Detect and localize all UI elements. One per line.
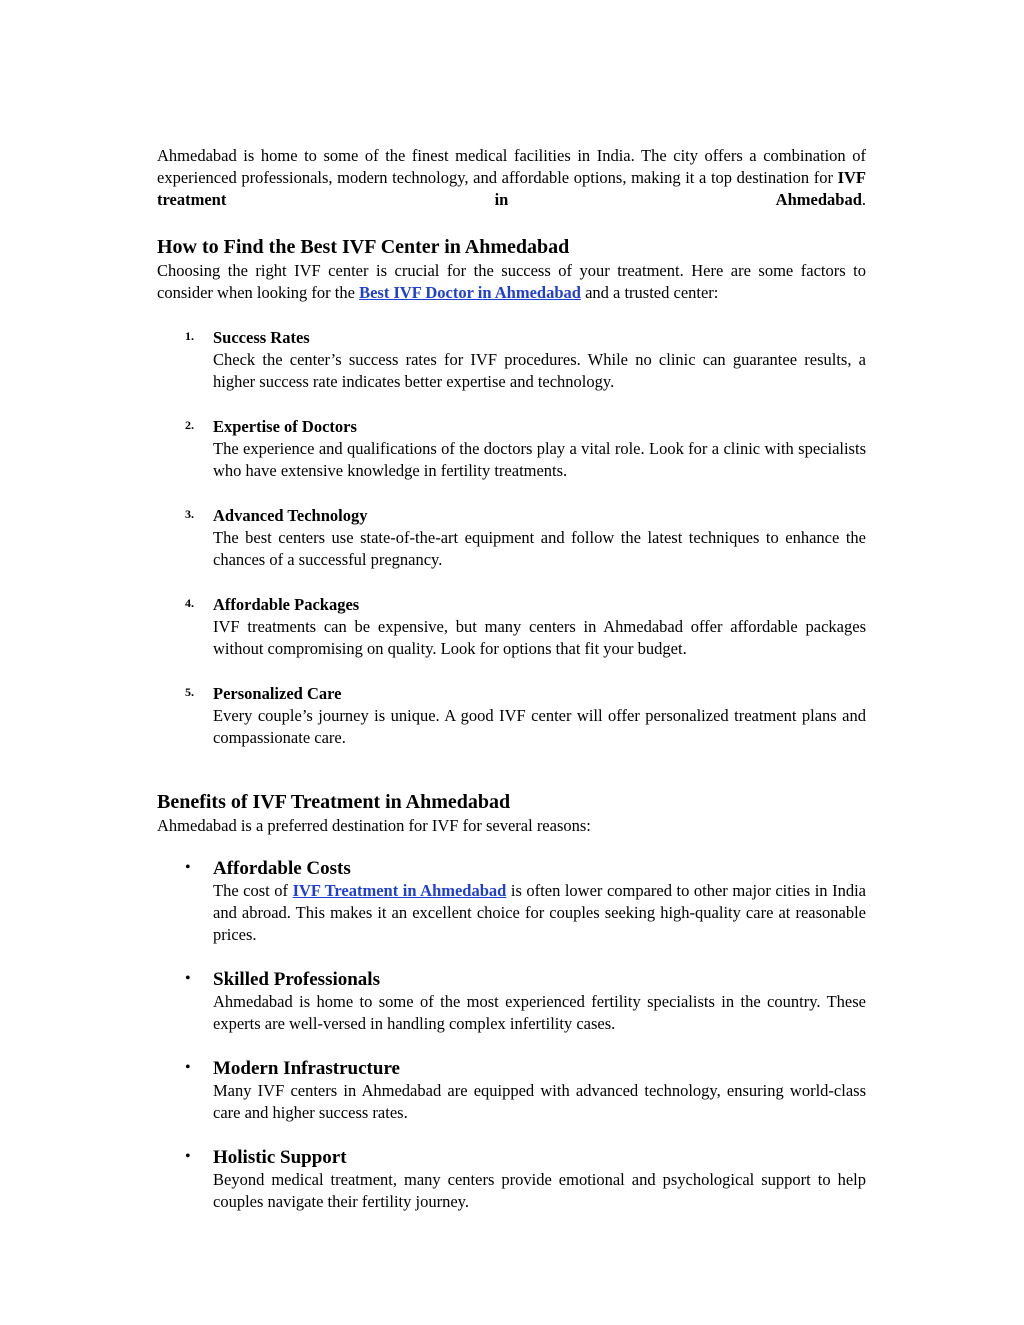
list-item (157, 858, 866, 946)
intro-bold-keyword: IVF treatment in Ahmedabad (157, 168, 866, 209)
factors-list (157, 327, 866, 749)
list-item (157, 969, 866, 1035)
intro-end: . (861, 190, 866, 209)
ivf-treatment-link[interactable]: IVF Treatment in Ahmedabad (292, 881, 507, 900)
intro-text: Ahmedabad is home to some of the finest medical facilities in India. The city offers a combination of experienced professionals, modern technology, and affordable options, making it a top destination for (157, 146, 866, 187)
document-page (157, 145, 866, 1236)
item-text: Beyond medical treatment, many centers provide emotional and psychological support to help couples navigate their fertility journey. (213, 1170, 866, 1211)
item-number: 2. (185, 418, 194, 432)
list-item (157, 327, 866, 393)
item-text: IVF treatments can be expensive, but many centers in Ahmedabad offer affordable packages without compromising on quality. Look for options that fit your budget. (213, 617, 866, 658)
item-text: Every couple’s journey is unique. A good IVF center will offer personalized treatment plans and compassionate care. (213, 706, 866, 747)
section1-lead (157, 260, 866, 304)
item-text-before: The cost of (213, 881, 293, 900)
list-item (157, 594, 866, 660)
list-item (157, 683, 866, 749)
section1-lead-after: and a trusted center: (580, 283, 719, 302)
best-ivf-doctor-link[interactable]: Best IVF Doctor in Ahmedabad (359, 283, 581, 302)
item-text: Many IVF centers in Ahmedabad are equipped with advanced technology, ensuring world-class care and higher success rates. (213, 1081, 866, 1122)
item-title: Affordable Packages (213, 595, 360, 614)
intro-paragraph (157, 145, 866, 211)
item-text (213, 880, 866, 946)
bullet-icon: • (185, 859, 191, 876)
list-item (157, 1147, 866, 1213)
list-item (157, 416, 866, 482)
item-text-after: is often lower compared to other major cities in India and abroad. This makes it an excellent choice for couples seeking high-quality care at reasonable prices. (213, 881, 866, 944)
benefits-list (157, 858, 866, 1213)
item-text: Check the center’s success rates for IVF procedures. While no clinic can guarantee results, a higher success rate indicates better expertise and technology. (213, 350, 866, 391)
bullet-icon: • (185, 970, 191, 987)
section2-lead: Ahmedabad is a preferred destination for IVF for several reasons: (157, 816, 591, 835)
section-heading-find-center: How to Find the Best IVF Center in Ahmedabad (157, 236, 570, 258)
section-heading-benefits: Benefits of IVF Treatment in Ahmedabad (157, 791, 511, 813)
section1-lead-before: Choosing the right IVF center is crucial for the success of your treatment. Here are some factors to consider when looking for the (157, 261, 866, 302)
list-item (157, 1058, 866, 1124)
item-title: Expertise of Doctors (213, 417, 357, 436)
item-number: 3. (185, 507, 194, 521)
item-title: Affordable Costs (213, 858, 351, 879)
item-title: Skilled Professionals (213, 969, 380, 990)
item-text: The experience and qualifications of the doctors play a vital role. Look for a clinic with specialists who have extensive knowledge in fertility treatments. (213, 439, 866, 480)
item-title: Modern Infrastructure (213, 1058, 400, 1079)
item-number: 5. (185, 685, 194, 699)
item-title: Advanced Technology (213, 506, 368, 525)
item-text: Ahmedabad is home to some of the most experienced fertility specialists in the country. These experts are well-versed in handling complex infertility cases. (213, 992, 866, 1033)
item-title: Holistic Support (213, 1147, 347, 1168)
item-number: 4. (185, 596, 194, 610)
item-text: The best centers use state-of-the-art equipment and follow the latest techniques to enhance the chances of a successful pregnancy. (213, 528, 866, 569)
bullet-icon: • (185, 1148, 191, 1165)
bullet-icon: • (185, 1059, 191, 1076)
list-item (157, 505, 866, 571)
item-title: Success Rates (213, 328, 310, 347)
item-title: Personalized Care (213, 684, 342, 703)
item-number: 1. (185, 329, 194, 343)
